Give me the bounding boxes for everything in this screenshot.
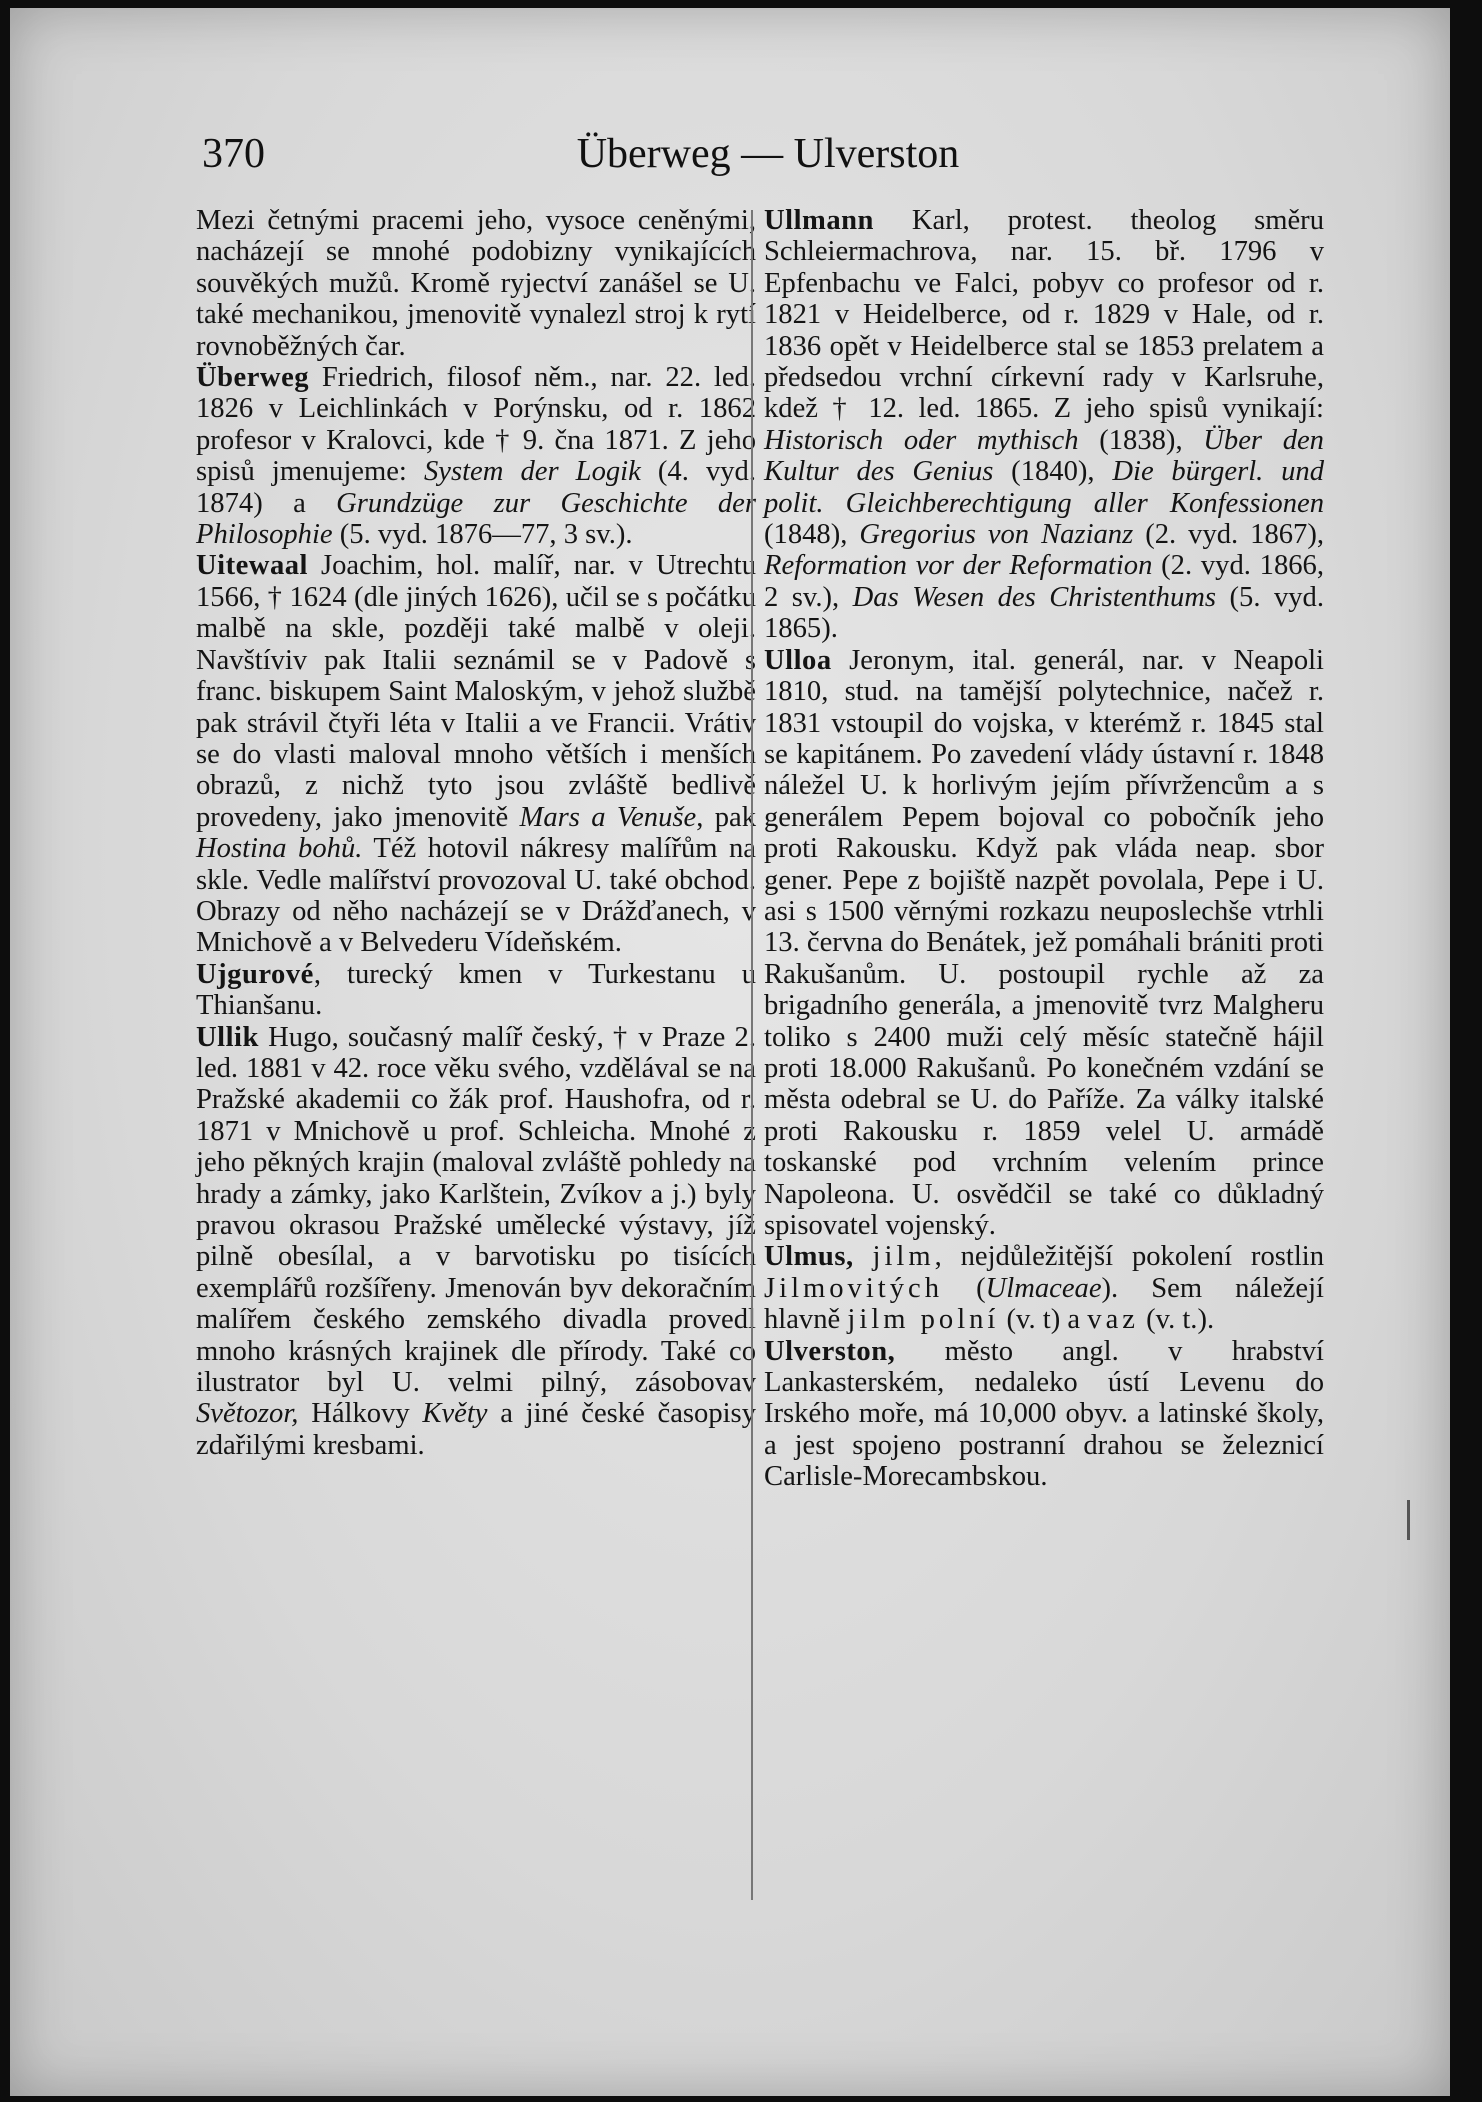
book-title: Über den Kultur des Genius	[764, 424, 1324, 488]
entry-text: (5. vyd. 1865).	[764, 581, 1324, 645]
entry-ullik	[196, 1022, 756, 1462]
headword: Ulverston,	[764, 1335, 896, 1367]
entry-text: Hálkovy	[298, 1398, 423, 1430]
page-edge-mark	[1407, 1500, 1410, 1540]
entry-text: Též hotovil nákresy malířům na skle. Vedle malířství provozoval U. také obchod. Obrazy od něho nacházejí se v Drážďanech, v Mnichově a v Belvederu Vídeňském.	[196, 833, 756, 959]
entry-text: (4. vyd. 1874) a	[196, 456, 757, 519]
entry-uberweg	[196, 362, 756, 550]
headword: Uitewaal	[196, 550, 308, 582]
book-title: Die bürgerl. und polit. Gleichberechtigung aller Konfessionen	[764, 456, 1324, 519]
left-column	[196, 205, 756, 1461]
entry-ullmann	[764, 205, 1324, 645]
book-title: Gregorius von Nazianz	[859, 519, 1134, 551]
entry-text: a jiné české časopisy zdařilými kresbami.	[196, 1398, 756, 1461]
periodical-title: Světozor,	[196, 1398, 299, 1430]
entry-text: (1838),	[1078, 424, 1204, 456]
entry-text: , turecký kmen v Turkestanu u Thianšanu.	[196, 958, 756, 1022]
entry-text: (2. vyd. 1867),	[1133, 519, 1325, 551]
entry-text: město angl. v hrabství Lankasterském, nedaleko ústí Levenu do Irského moře, má 10,000 obyv. a latinské školy, a jest spojeno postranní drahou se železnicí Carlisle-Morecambskou.	[764, 1335, 1324, 1493]
emphasized-term: vaz	[1087, 1304, 1139, 1336]
headword: Ulloa	[764, 644, 832, 676]
entry-text: , nejdůležitější pokolení rostlin	[934, 1241, 1324, 1273]
entry-text: (	[943, 1272, 986, 1304]
entry-text: Karl, protest. theolog směru Schleiermachrova, nar. 15. bř. 1796 v Epfenbachu ve Falci, pobyv co profesor od r. 1821 v Heidelberce, od r. 1829 v Hale, od r. 1836 opět v Heidelberce stal se 1853 prelatem a předsedou vrchní církevní rady v Karlsruhe, kdež † 12. led. 1865. Z jeho spisů vynikají:	[764, 205, 1324, 425]
entry-text: (v. t.).	[1138, 1304, 1215, 1336]
entry-ulverston	[764, 1336, 1324, 1493]
entry-text: Hugo, současný malíř český, † v Praze 2. led. 1881 v 42. roce věku svého, vzdělával se na Pražské akademii co žák prof. Haushofra, od r. 1871 v Mnichově u prof. Schleicha. Mnohé z jeho pěkných krajin (maloval zvláště pohledy na hrady a zámky, jako Karlštein, Zvíkov a j.) byly pravou okrasou Pražské umělecké výstavy, jíž pilně obesílal, a v barvotisku po tisících exemplářů rozšířeny. Jmenován byv dekoračním malířem českého zemského divadla provedl mnoho krásných krajinek dle přírody. Také co ilustrator byl U. velmi pilný, zásobovav	[196, 1021, 756, 1399]
book-title: Historisch oder mythisch	[764, 424, 1079, 456]
page-number: 370	[202, 131, 265, 177]
book-title: Das Wesen des Christenthums	[852, 581, 1217, 613]
headword: Ullik	[196, 1021, 259, 1053]
entry-continuation	[196, 205, 756, 362]
book-title: Grundzüge zur Geschichte der Philosophie	[196, 487, 757, 551]
entry-text: (5. vyd. 1876—77, 3 sv.).	[332, 519, 633, 551]
entry-text: Joachim, hol. malíř, nar. v Utrechtu 1566, † 1624 (dle jiných 1626), učil se s počátku malbě na skle, později také malbě v oleji. Navštíviv pak Italii seznámil se v Padově s franc. biskupem Saint Maloským, v jehož službě pak strávil čtyři léta v Italii a ve Francii. Vrátiv se do vlasti maloval mnoho větších i menších obrazů, z nichž tyto jsou zvláště bedlivě provedeny, jako jmenovitě	[196, 550, 756, 833]
artwork-title: Hostina bohů.	[196, 833, 363, 865]
entry-ulloa	[764, 645, 1324, 1242]
entry-text: (v. t) a	[999, 1304, 1088, 1336]
emphasized-term: jilm polní	[847, 1304, 1000, 1336]
page-header	[202, 130, 1334, 180]
running-head: Überweg — Ulverston	[576, 131, 960, 177]
entry-text: Friedrich, filosof něm., nar. 22. led. 1826 v Leichlinkách v Porýnsku, od r. 1862 profesor v Kralovci, kde † 9. čna 1871. Z jeho spisů jmenujeme:	[196, 362, 756, 488]
entry-text: Jeronym, ital. generál, nar. v Neapoli 1810, stud. na tamější polytechnice, načež r. 1831 vstoupil do vojska, v kterémž r. 1845 stal se kapitánem. Po zavedení vlády ústavní r. 1848 náležel U. k horlivým jejím přívržencům a s generálem Pepem bojoval co pobočník jeho proti Rakousku. Když pak vláda neap. sbor gener. Pepe z bojiště nazpět povolala, Pepe i U. asi s 1500 věrnými rozkazu neuposlechše vtrhli 13. června do Benátek, jež pomáhali brániti proti Rakušanům. U. postoupil rychle až za brigadního generála, a jmenovitě tvrz Malgheru toliko s 2400 muži celý měsíc statečně hájil proti 18.000 Rakušanů. Po konečném vzdání se města odebral se U. do Paříže. Za války italské proti Rakousku r. 1859 velel U. armádě toskanské pod vrchním velením prince Napoleona. U. osvědčil se také co důkladný spisovatel vojenský.	[764, 644, 1324, 1241]
headword: Ulmus,	[764, 1241, 854, 1273]
entry-text: Mezi četnými pracemi jeho, vysoce ceněnými, nacházejí se mnohé podobizny vynikajících souvěkých mužů. Kromě ryjectví zanášel se U. také mechanikou, jmenovitě vynalezl stroj k rytí rovnoběžných čar.	[196, 205, 756, 362]
entry-text: (2. vyd. 1866, 2 sv.),	[764, 550, 1324, 613]
artwork-title: Mars a Venuše	[519, 801, 697, 833]
entry-ujgurove	[196, 959, 756, 1022]
right-column	[764, 205, 1324, 1493]
entry-text: (1848),	[764, 519, 860, 551]
entry-text: ). Sem náležejí hlavně	[764, 1272, 1324, 1336]
entry-text: (1840),	[993, 456, 1113, 488]
emphasized-term: Jilmovitých	[764, 1272, 944, 1304]
entry-ulmus	[764, 1241, 1324, 1335]
periodical-title: Květy	[422, 1398, 488, 1430]
headword: Überweg	[196, 362, 310, 394]
headword: Ullmann	[764, 205, 874, 236]
entry-text: , pak	[696, 801, 756, 833]
column-divider	[751, 210, 753, 1900]
book-title: Reformation vor der Reformation	[764, 550, 1153, 582]
headword: Ujgurové	[196, 958, 314, 990]
entry-uitewaal	[196, 550, 756, 958]
book-title: System der Logik	[423, 456, 641, 488]
emphasized-term: jilm	[872, 1241, 935, 1273]
latin-term: Ulmaceae	[985, 1272, 1102, 1304]
